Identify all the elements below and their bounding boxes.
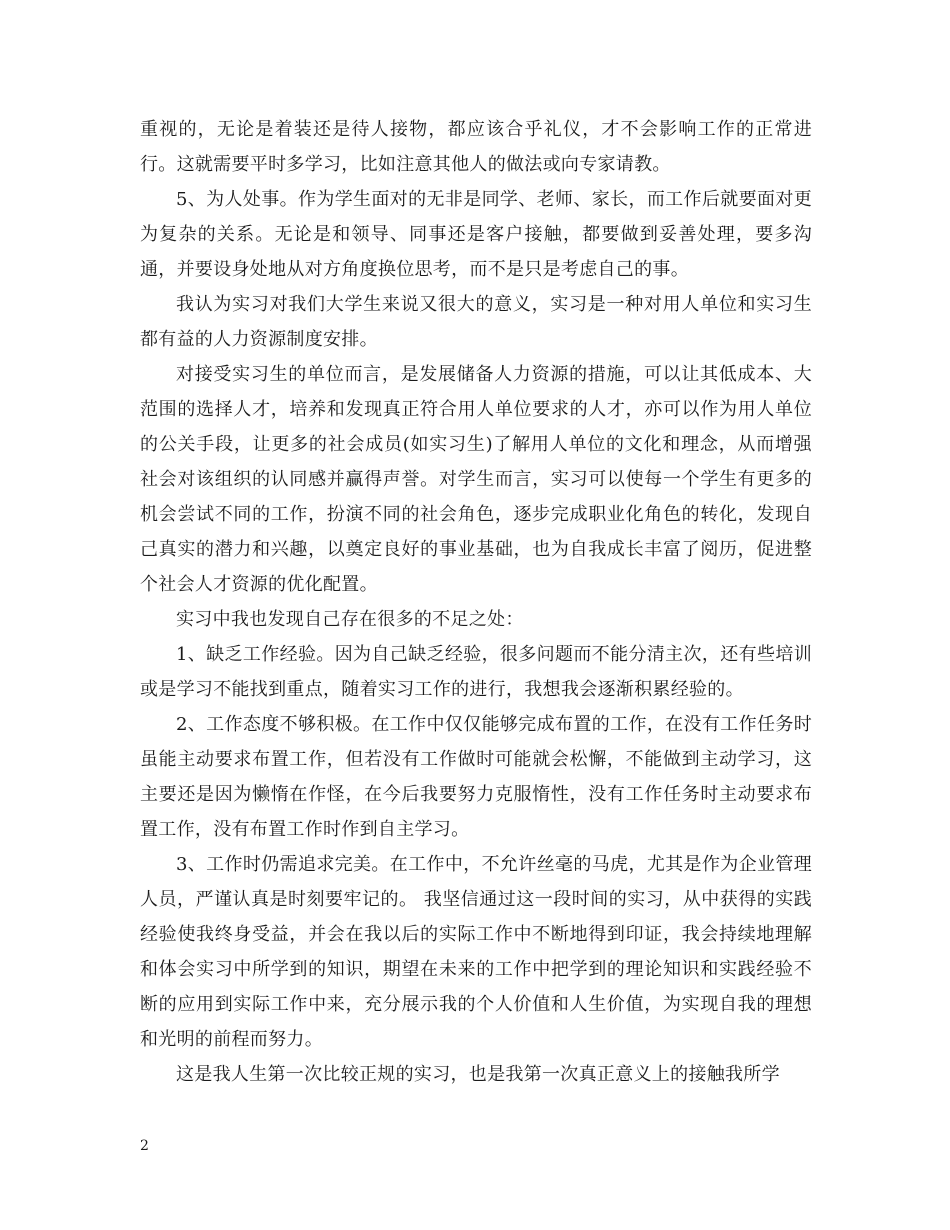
paragraph-item-5: 5、为人处事。作为学生面对的无非是同学、老师、家长，而工作后就要面对更为复杂的关系。无论是和领导、同事还是客户接触，都要做到妥善处理，要多沟通，并要设身处地从对方角度换位思考，而不是只是考虑自己的事。	[140, 189, 812, 280]
paragraph-closing: 这是我人生第一次比较正规的实习，也是我第一次真正意义上的接触我所学	[176, 1064, 780, 1085]
page-number: 2	[140, 1138, 149, 1154]
paragraph-internship-meaning: 我认为实习对我们大学生来说又很大的意义，实习是一种对用人单位和实习生都有益的人力资源制度安排。	[140, 294, 812, 350]
paragraph-continued: 重视的，无论是着装还是待人接物，都应该合乎礼仪，才不会影响工作的正常进行。这就需要平时多学习，比如注意其他人的做法或向专家请教。	[140, 119, 812, 175]
paragraph-employer-student-benefits: 对接受实习生的单位而言，是发展储备人力资源的措施，可以让其低成本、大范围的选择人才，培养和发现真正符合用人单位要求的人才，亦可以作为用人单位的公关手段，让更多的社会成员(如实习生)了解用人单位的文化和理念，从而增强社会对该组织的认同感并赢得声誉。对学生而言，实习可以使每一个学生有更多的机会尝试不同的工作，扮演不同的社会角色，逐步完成职业化角色的转化，发现自己真实的潜力和兴趣，以奠定良好的事业基础，也为自我成长丰富了阅历，促进整个社会人才资源的优化配置。	[140, 364, 812, 595]
paragraph-shortcoming-2: 2、工作态度不够积极。在工作中仅仅能够完成布置的工作，在没有工作任务时虽能主动要求布置工作，但若没有工作做时可能就会松懈，不能做到主动学习，这主要还是因为懒惰在作怪，在今后我要努力克服惰性，没有工作任务时主动要求布置工作，没有布置工作时作到自主学习。	[140, 714, 812, 840]
paragraph-shortcoming-1: 1、缺乏工作经验。因为自己缺乏经验，很多问题而不能分清主次，还有些培训或是学习不能找到重点，随着实习工作的进行，我想我会逐渐积累经验的。	[140, 644, 812, 700]
paragraph-shortcoming-3: 3、工作时仍需追求完美。在工作中，不允许丝毫的马虎，尤其是作为企业管理人员，严谨认真是时刻要牢记的。 我坚信通过这一段时间的实习，从中获得的实践经验使我终身受益，并会在我以后的实际工作中不断地得到印证，我会持续地理解和体会实习中所学到的知识，期望在未来的工作中把学到的理论知识和实践经验不断的应用到实际工作中来，充分展示我的个人价值和人生价值，为实现自我的理想和光明的前程而努力。	[140, 854, 812, 1050]
paragraph-shortcomings-intro: 实习中我也发现自己存在很多的不足之处：	[176, 609, 524, 630]
document-body	[140, 112, 812, 1092]
